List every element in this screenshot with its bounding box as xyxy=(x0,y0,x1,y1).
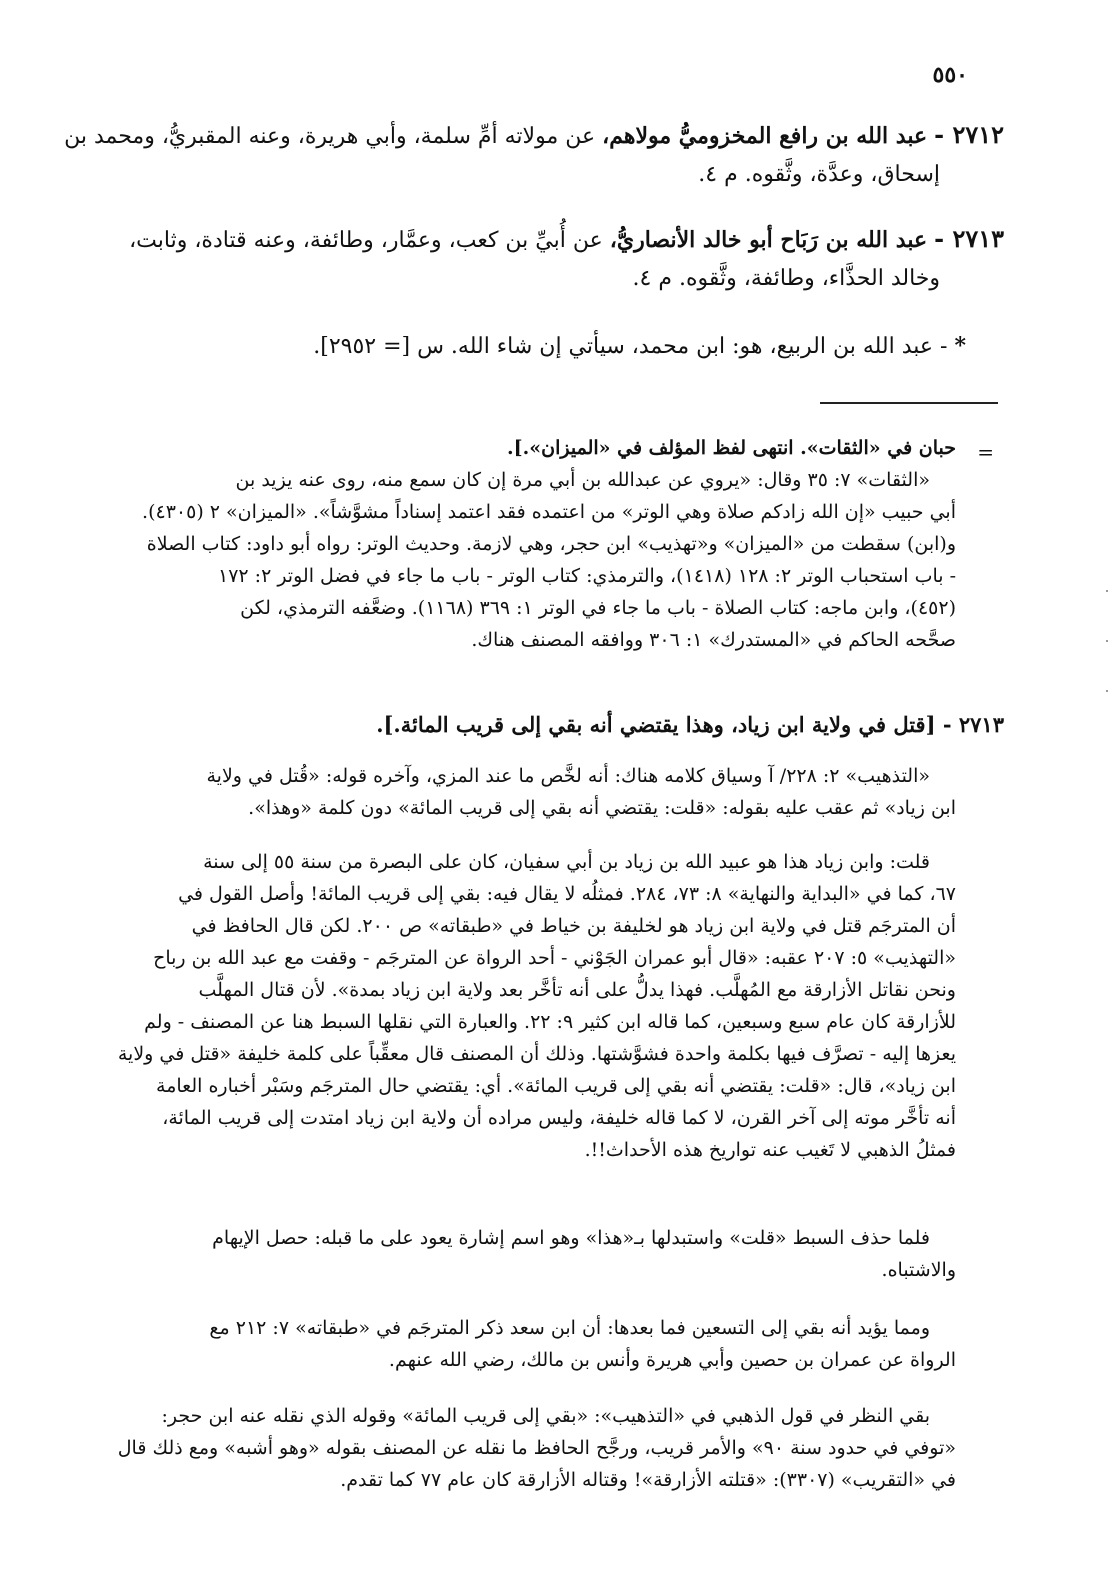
cross-reference-note xyxy=(86,328,966,365)
paragraph-line: للأزارقة كان عام سبع وسبعين، كما قاله ابن كثير ٩: ٢٢. والعبارة التي نقلها السبط هنا عن المصنف - ولم xyxy=(144,1011,956,1033)
entry-name: عبد الله بن رَبَاح أبو خالد الأنصاريُّ، xyxy=(609,227,928,253)
paragraph-line: يعزها إليه - تصرَّف فيها بكلمة واحدة فشوَّشتها. وذلك أن المصنف قال معقِّباً على كلمة خليفة «قتل في ولاية xyxy=(117,1043,956,1065)
scan-speck xyxy=(1106,690,1108,692)
footnote-line: (٤٥٢)، وابن ماجه: كتاب الصلاة - باب ما جاء في الوتر ١: ٣٦٩ (١١٦٨). وضعَّفه الترمذي، لكن xyxy=(240,597,956,619)
paragraph-line: فلما حذف السبط «قلت» واستبدلها بـ«هذا» وهو اسم إشارة يعود على ما قبله: حصل الإيهام xyxy=(212,1227,930,1249)
paragraph-line: ابن زياد» ثم عقب عليه بقوله: «قلت: يقتضي أنه بقي إلى قريب المائة» دون كلمة «وهذا». xyxy=(248,797,956,819)
entry-continuation: إسحاق، وعدَّة، وثَّقوه. م ٤. xyxy=(698,162,940,187)
entry-first-line xyxy=(34,116,1004,156)
asterisk-icon: * xyxy=(954,333,966,359)
paragraph-line: «توفي في حدود سنة ٩٠» والأمر قريب، ورجَّح الحافظ ما نقله عن المصنف بقوله «وهو أشبه» ومع ذلك قال xyxy=(117,1437,956,1459)
paragraph-line: «التهذيب» ٥: ٢٠٧ عقبه: «قال أبو عمران الجَوْني - أحد الرواة عن المترجَم - وقفت مع عبد الله بن رباح xyxy=(153,947,956,969)
paragraph-line: «التذهيب» ٢: ٢٢٨/ آ وسياق كلامه هناك: أنه لخَّص ما عند المزي، وآخره قوله: «قُتل في ولاية xyxy=(206,765,930,787)
commentary-paragraph xyxy=(44,1312,956,1376)
paragraph-line: فمثلُ الذهبي لا تَغيب عنه تواريخ هذه الأحداث!!. xyxy=(584,1139,956,1161)
paragraph-line: بقي النظر في قول الذهبي في «التذهيب»: «بقي إلى قريب المائة» وقوله الذي نقله عنه ابن حجر: xyxy=(161,1405,930,1427)
entry-number: ٢٧١٣ - xyxy=(934,224,1004,253)
commentary-paragraph xyxy=(44,1400,956,1496)
entry-number: ٢٧١٢ - xyxy=(934,120,1004,149)
footnote-separator xyxy=(820,402,998,404)
paragraph-line: الرواة عن عمران بن حصين وأبي هريرة وأنس بن مالك، رضي الله عنهم. xyxy=(388,1349,956,1371)
entry-2712 xyxy=(34,116,1004,194)
entry-continuation: وخالد الحذَّاء، وطائفة، وثَّقوه. م ٤. xyxy=(632,266,940,291)
paragraph-line: والاشتباه. xyxy=(881,1259,956,1281)
page-number: ٥٥٠ xyxy=(932,62,968,88)
scan-speck xyxy=(1106,590,1108,592)
footnote-lead: حبان في «الثقات». انتهى لفظ المؤلف في «الميزان».]. xyxy=(507,437,956,459)
paragraph-line: ابن زياد»، قال: «قلت: يقتضي أنه بقي إلى قريب المائة». أي: يقتضي حال المترجَم وسَبْر أخباره العامة xyxy=(156,1075,956,1097)
entry-name: عبد الله بن رافع المخزوميُّ مولاهم، xyxy=(602,123,928,149)
entry-2713 xyxy=(34,220,1004,298)
footnote-entry-heading: ٢٧١٣ - [قتل في ولاية ابن زياد، وهذا يقتضي أنه بقي إلى قريب المائة.]. xyxy=(376,712,1004,737)
footnote-block xyxy=(44,432,956,656)
paragraph-line: في «التقريب» (٣٣٠٧): «قتلته الأزارقة»! وقتاله الأزارقة كان عام ٧٧ كما تقدم. xyxy=(340,1469,956,1491)
paragraph-line: أن المترجَم قتل في ولاية ابن زياد هو لخليفة بن خياط في «طبقاته» ص ٢٠٠. لكن قال الحافظ في xyxy=(191,915,956,937)
footnote-line: أبي حبيب «إن الله زادكم صلاة وهي الوتر» من اعتمده فقد اعتمد إسناداً مشوَّشاً». «الميزان» ٢ (٤٣٠٥). xyxy=(142,501,956,523)
footnote-line: «الثقات» ٧: ٣٥ وقال: «يروي عن عبدالله بن أبي مرة إن كان سمع منه، روى عنه يزيد بن xyxy=(235,469,930,491)
paragraph-line: قلت: وابن زياد هذا هو عبيد الله بن زياد بن أبي سفيان، كان على البصرة من سنة ٥٥ إلى سنة xyxy=(203,851,930,873)
commentary-paragraph xyxy=(44,1222,956,1286)
footnote-line: صحَّحه الحاكم في «المستدرك» ١: ٣٠٦ ووافقه المصنف هناك. xyxy=(471,629,956,651)
paragraph-line: ومما يؤيد أنه بقي إلى التسعين فما بعدها: أن ابن سعد ذكر المترجَم في «طبقاته» ٧: ٢١٢ مع xyxy=(209,1317,930,1339)
paragraph-line: ونحن نقاتل الأزارقة مع المُهلَّب. فهذا يدلُّ على أنه تأخَّر بعد ولاية ابن زياد بمدة». لأن قتال المهلَّب xyxy=(198,979,956,1001)
footnote-line: و(ابن) سقطت من «الميزان» و«تهذيب» ابن حجر، وهي لازمة. وحديث الوتر: رواه أبو داود: كتاب الصلاة xyxy=(146,533,956,555)
commentary-paragraph xyxy=(44,846,956,1166)
commentary-paragraph xyxy=(44,760,956,824)
cross-reference-text: - عبد الله بن الربيع، هو: ابن محمد، سيأتي إن شاء الله. س [= ٢٩٥٢]. xyxy=(313,334,948,359)
entry-first-line xyxy=(34,220,1004,260)
entry-text: عن أُبيِّ بن كعب، وعمَّار، وطائفة، وعنه قتادة، وثابت، xyxy=(129,228,603,253)
paragraph-line: ٦٧، كما في «البداية والنهاية» ٨: ٧٣، ٢٨٤. فمثلُه لا يقال فيه: بقي إلى قريب المائة! وأصل القول في xyxy=(178,883,956,905)
paragraph-line: أنه تأخَّر موته إلى آخر القرن، لا كما قاله خليفة، وليس مراده أن ولاية ابن زياد امتدت إلى قريب المائة، xyxy=(162,1107,956,1129)
footnote-line: - باب استحباب الوتر ٢: ١٢٨ (١٤١٨)، والترمذي: كتاب الوتر - باب ما جاء في فضل الوتر ٢: ١٧٢ xyxy=(217,565,956,587)
continuation-marker: = xyxy=(977,440,994,464)
entry-text: عن مولاته أمِّ سلمة، وأبي هريرة، وعنه المقبريُّ، ومحمد بن xyxy=(64,124,596,149)
scan-speck xyxy=(1106,640,1108,642)
